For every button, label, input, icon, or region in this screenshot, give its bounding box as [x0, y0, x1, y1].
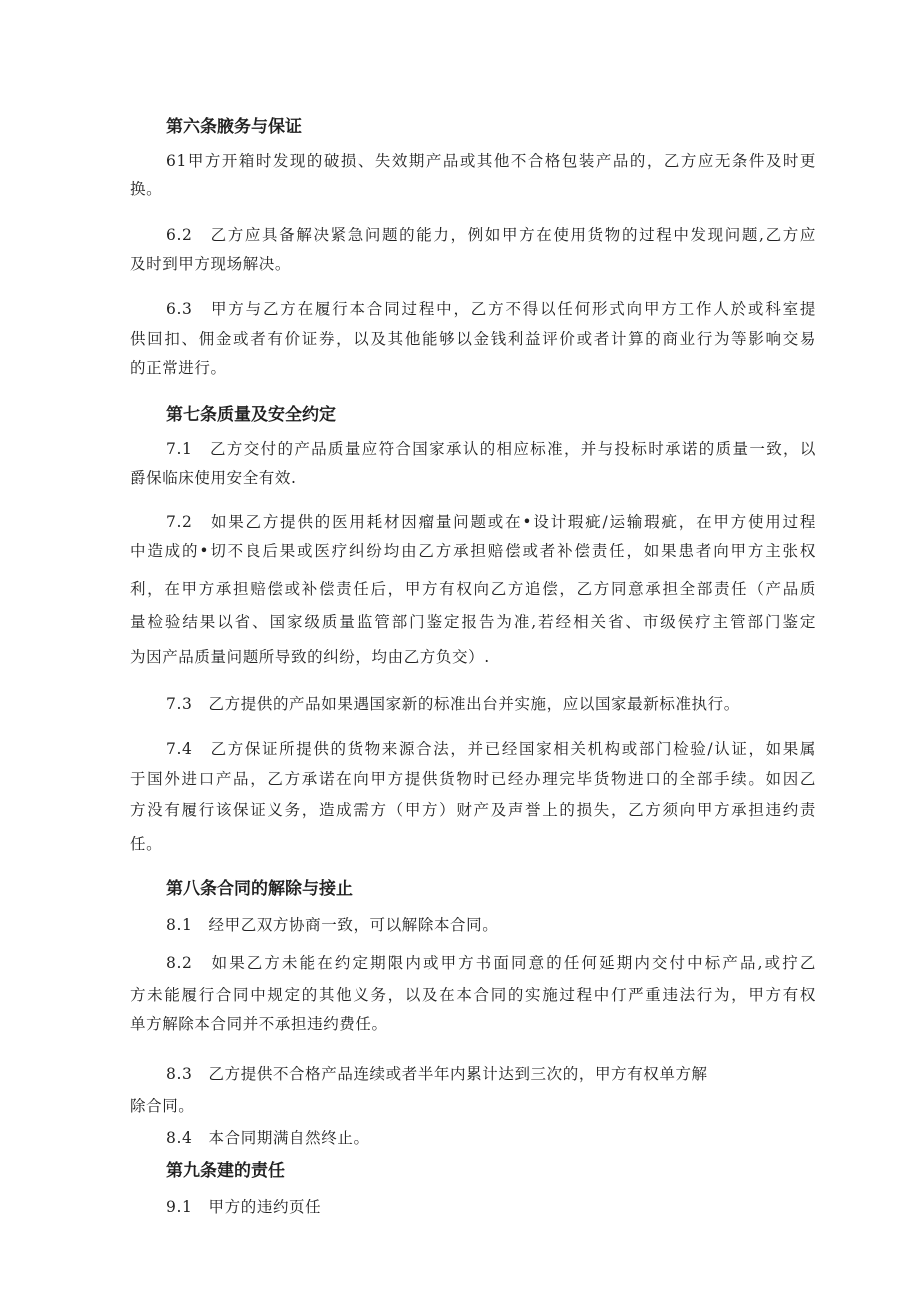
clause-8-1-line-1: 8.1 经甲乙双方协商一致，可以解除本合同。 — [166, 916, 499, 934]
clause-8-3-line-1: 8.3 乙方提供不合格产品连续或者半年内累计达到三次的，甲方有权单方解 — [166, 1065, 708, 1083]
clause-8-4-line-1: 8.4 本合同期满自然终止。 — [166, 1129, 370, 1147]
clause-7-4-line-1: 7.4 乙方保证所提供的货物来源合法，并已经国家相关机构或部门检验/认证，如果属 — [166, 740, 816, 758]
clause-7-4-line-2: 于国外进口产品，乙方承诺在向甲方提供货物时已经办理完毕货物进口的全部手续。如因乙 — [130, 770, 816, 788]
clause-7-2-line-2: 中造成的•切不良后果或医疗纠纷均由乙方承担赔偿或者补偿责任，如果患者向甲方主张权 — [130, 542, 816, 560]
clause-7-2-line-1: 7.2 如果乙方提供的医用耗材因瘤量问题或在•设计瑕疵/运输瑕疵，在甲方使用过程 — [166, 513, 816, 531]
clause-6-1-line-1: 61甲方开箱时发现的破损、失效期产品或其他不合格包装产品的，乙方应无条件及时更 — [166, 152, 816, 170]
clause-6-3-line-2: 供回扣、佣金或者有价证券，以及其他能够以金钱利益评价或者计算的商业行为等影响交易 — [130, 330, 816, 348]
clause-8-2-line-2: 方未能履行合同中规定的其他义务，以及在本合同的实施过程中仃严重违法行为，甲方有权 — [130, 986, 816, 1004]
clause-8-3-line-2: 除合同。 — [130, 1097, 195, 1115]
clause-6-1-line-2: 换。 — [130, 180, 163, 198]
article-9-heading: 第九条建的责任 — [166, 1161, 285, 1181]
clause-6-3-line-1: 6.3 甲方与乙方在履行本合同过程中，乙方不得以任何形式向甲方工作人於或科室提 — [166, 300, 816, 318]
clause-7-2-line-4: 量检验结果以省、国家级质量监管部门鉴定报告为准,若经相关省、市级侯疗主管部门鉴定 — [130, 613, 816, 631]
article-8-heading: 第八条合同的解除与接止 — [166, 879, 353, 899]
clause-7-2-line-3: 利，在甲方承担赔偿或补偿责任后，甲方有权向乙方追偿，乙方同意承担全部责任（产品质 — [130, 580, 816, 598]
clause-7-2-line-5: 为因产品质量问题所导致的纠纷，均由乙方负交）. — [130, 648, 490, 666]
clause-7-1-line-1: 7.1 乙方交付的产品质量应符合国家承认的相应标准，并与投标时承诺的质量一致，以 — [166, 440, 816, 458]
clause-6-2-line-2: 及时到甲方现场解决。 — [130, 255, 292, 273]
clause-8-2-line-1: 8.2 如果乙方未能在约定期限内或甲方书面同意的任何延期内交付中标产品,或拧乙 — [166, 954, 816, 972]
clause-8-2-line-3: 单方解除本合同并不承担违约费任。 — [130, 1015, 388, 1033]
clause-7-1-line-2: 爵保临床使用安全有效. — [130, 469, 297, 487]
article-6-heading: 第六条腋务与保证 — [166, 117, 302, 137]
clause-6-3-line-3: 的正常进行。 — [130, 359, 227, 377]
clause-6-2-line-1: 6.2 乙方应具备解决紧急问题的能力，例如甲方在使用货物的过程中发现问题,乙方应 — [166, 226, 816, 244]
clause-7-3-line-1: 7.3 乙方提供的产品如果遇国家新的标准出台并实施，应以国家最新标准执行。 — [166, 695, 740, 713]
clause-9-1-line-1: 9.1 甲方的违约页任 — [166, 1198, 322, 1216]
clause-7-4-line-4: 任。 — [130, 835, 163, 853]
article-7-heading: 第七条质量及安全约定 — [166, 405, 336, 425]
clause-7-4-line-3: 方没有履行该保证义务，造成需方（甲方）财产及声誉上的损失，乙方须向甲方承担违约责 — [130, 801, 816, 819]
